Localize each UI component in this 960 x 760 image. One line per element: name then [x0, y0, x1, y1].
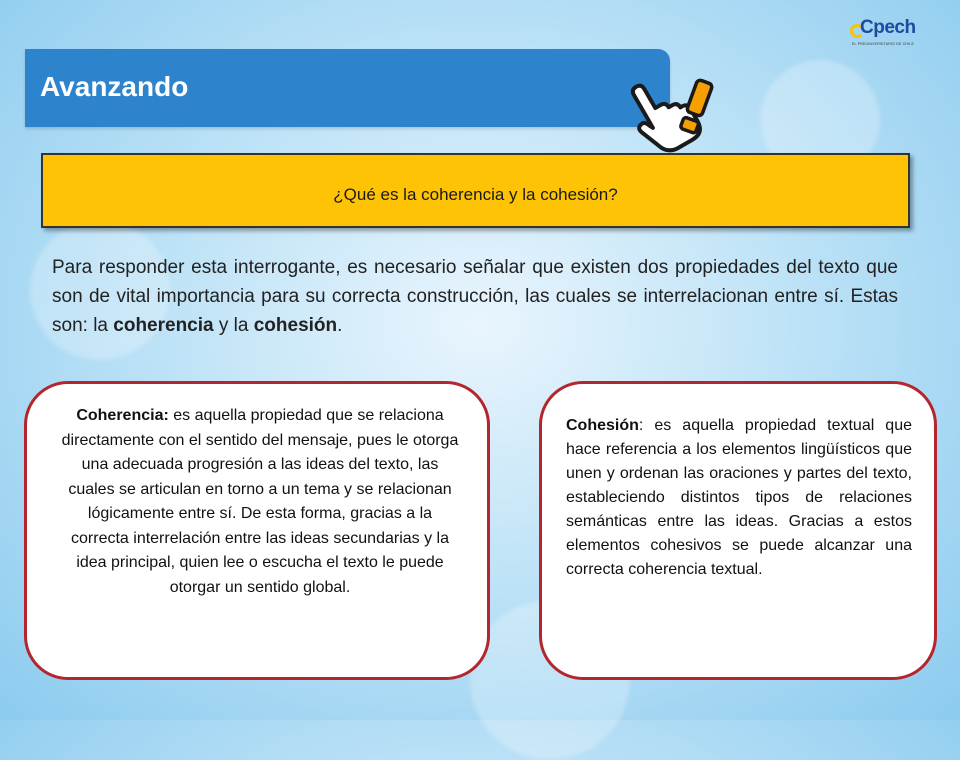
question-text: ¿Qué es la coherencia y la cohesión? [333, 184, 618, 204]
coherence-card [24, 381, 490, 680]
intro-text-after: . [337, 315, 343, 336]
intro-text-middle: y la [213, 315, 254, 336]
coherence-term: Coherencia: [76, 407, 169, 424]
question-box [41, 153, 910, 228]
intro-paragraph [52, 253, 898, 340]
cohesion-card-body [566, 414, 912, 582]
intro-text-before: Para responder esta interrogante, es necesario señalar que existen dos propiedades del texto que son de vital importancia para su correcta construcción, las cuales se interrelacionan entre sí. Estas son: la [52, 257, 898, 336]
banner-title: Avanzando [40, 71, 189, 102]
cpech-logo [850, 17, 916, 50]
cohesion-card [539, 381, 937, 680]
logo-wordmark: Cpech [860, 17, 916, 38]
logo-tagline: EL PREUNIVERSITARIO DE CHILE [852, 42, 915, 46]
cohesion-term: Cohesión [566, 417, 639, 434]
coherence-card-body [57, 404, 463, 600]
intro-term-coherence: coherencia [113, 315, 214, 336]
coherence-definition: es aquella propiedad que se relaciona directamente con el sentido del mensaje, pues le otorga una adecuada progresión a las ideas del texto, las cuales se articulan en torno a un tema y se relacionan lógicamente entre sí. De esta forma, gracias a la correcta interrelación entre las ideas secundarias y la idea principal, quien lee o escucha el texto le puede otorgar un sentido global. [61, 407, 459, 596]
pointing-hand-exclamation-icon [628, 73, 714, 155]
cohesion-definition: : es aquella propiedad textual que hace referencia a los elementos lingüísticos que unen y ordenan las oraciones y partes del texto, estableciendo distintos tipos de relaciones semánticas entre las ideas. Gracias a estos elementos cohesivos se puede alcanzar una correcta coherencia textual. [566, 417, 912, 578]
intro-term-cohesion: cohesión [253, 315, 338, 336]
